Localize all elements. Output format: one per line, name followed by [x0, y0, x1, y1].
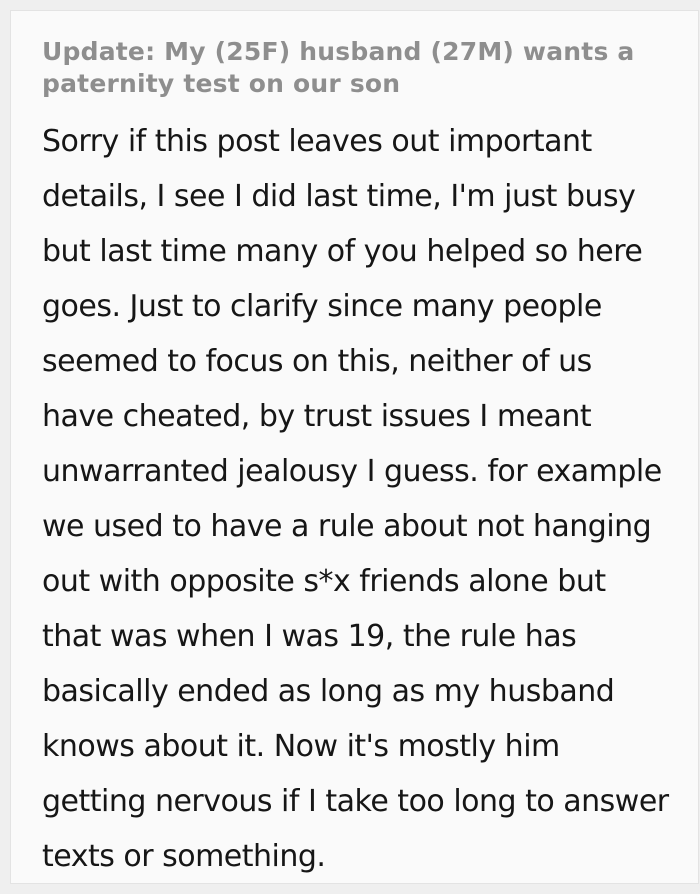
post-card [10, 10, 699, 884]
post-body: Sorry if this post leaves out important details, I see I did last time, I'm just busy but last time many of you helped so here goes. Just to clarify since many people seemed to focus on this, neither of us have cheated, by trust issues I meant unwarranted jealousy I guess. for example we used to have a rule about not hanging out with opposite s*x friends alone but that was when I was 19, the rule has basically ended as long as my husband knows about it. Now it's mostly him getting nervous if I take too long to answer texts or something. [42, 124, 669, 874]
post-title: Update: My (25F) husband (27M) wants a paternity test on our son [42, 37, 635, 98]
